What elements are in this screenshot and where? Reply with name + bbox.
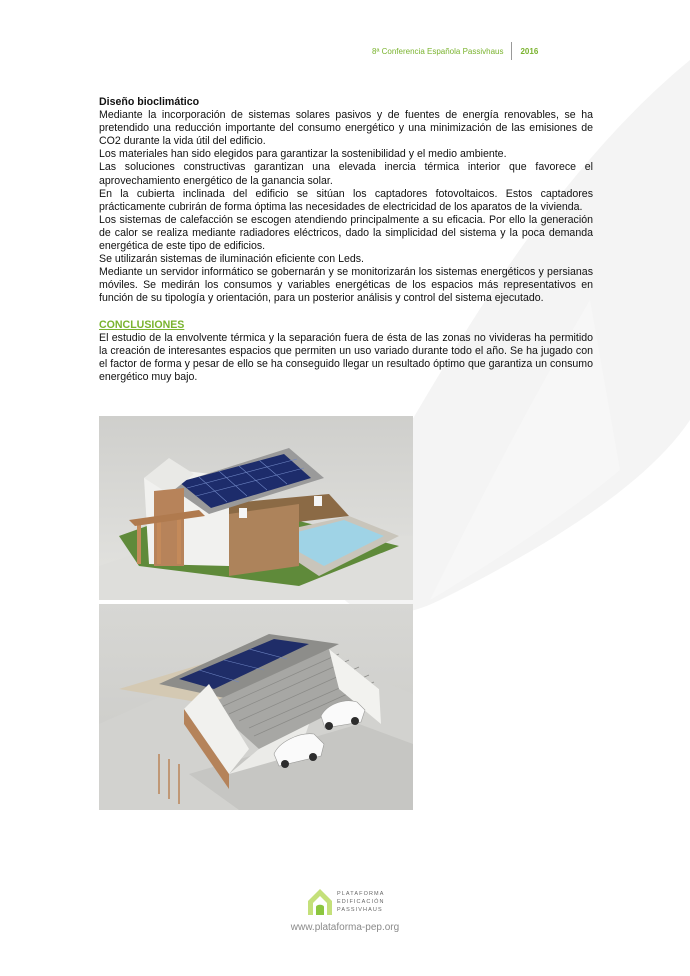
logo-line-1: PLATAFORMA	[337, 891, 385, 897]
conference-title: 8ª Conferencia Española Passivhaus	[372, 46, 504, 56]
document-body	[99, 96, 593, 384]
footer-url-link[interactable]: www.plataforma-pep.org	[290, 922, 400, 933]
section-heading-conclusions: CONCLUSIONES	[99, 318, 185, 331]
paragraph: Los sistemas de calefacción se escogen atendiendo principalmente a su eficacia. Por ello la generación de calor se realiza mediante radiadores eléctricos, dado la simplicidad del sistema y la poca demanda energética de este tipo de edificios.	[99, 213, 593, 253]
section-heading-bioclimatic: Diseño bioclimático	[99, 96, 200, 108]
logo-line-2: EDIFICACIÓN	[337, 899, 385, 905]
page-header	[372, 42, 572, 60]
paragraph: Mediante un servidor informático se gobernarán y se monitorizarán los sistemas energéticos y persianas móviles. Se medirán los consumos y variables energéticas de los espacios más representativos en función de su tipología y orientación, para un posterior análisis y control del sistema ejecutado.	[99, 266, 593, 305]
house-render-pool	[99, 416, 413, 600]
house-render-carport	[99, 604, 413, 810]
house-logo-icon	[307, 887, 333, 917]
paragraph: El estudio de la envolvente térmica y la separación fuera de ésta de las zonas no vivideras ha permitido la creación de interesantes espacios que permiten un uso variado durante todo el año. Se ha jugado con el factor de forma y pesar de ello se ha conseguido llegar un resultado óptimo que garantiza un consumo energético muy bajo.	[99, 331, 593, 383]
pep-logo	[307, 884, 397, 920]
paragraph: Mediante la incorporación de sistemas solares pasivos y de fuentes de energía renovables, se ha pretendido una reducción importante del consumo energético y una minimización de las emisiones de CO2 durante la vida útil del edificio.	[99, 109, 593, 148]
logo-line-3: PASSIVHAUS	[337, 907, 383, 913]
conference-year: 2016	[520, 46, 539, 56]
paragraph: Las soluciones constructivas garantizan una elevada inercia térmica interior que favorece el aprovechamiento energético de la ganancia solar.	[99, 161, 593, 187]
paragraph: En la cubierta inclinada del edificio se sitúan los captadores fotovoltaicos. Estos captadores prácticamente cubrirán de forma óptima las necesidades de electricidad de los aparatos de la vivienda.	[99, 187, 593, 213]
header-divider	[511, 42, 512, 60]
paragraph: Los materiales han sido elegidos para garantizar la sostenibilidad y el medio ambiente.	[99, 148, 507, 161]
paragraph: Se utilizarán sistemas de iluminación eficiente con Leds.	[99, 253, 364, 266]
